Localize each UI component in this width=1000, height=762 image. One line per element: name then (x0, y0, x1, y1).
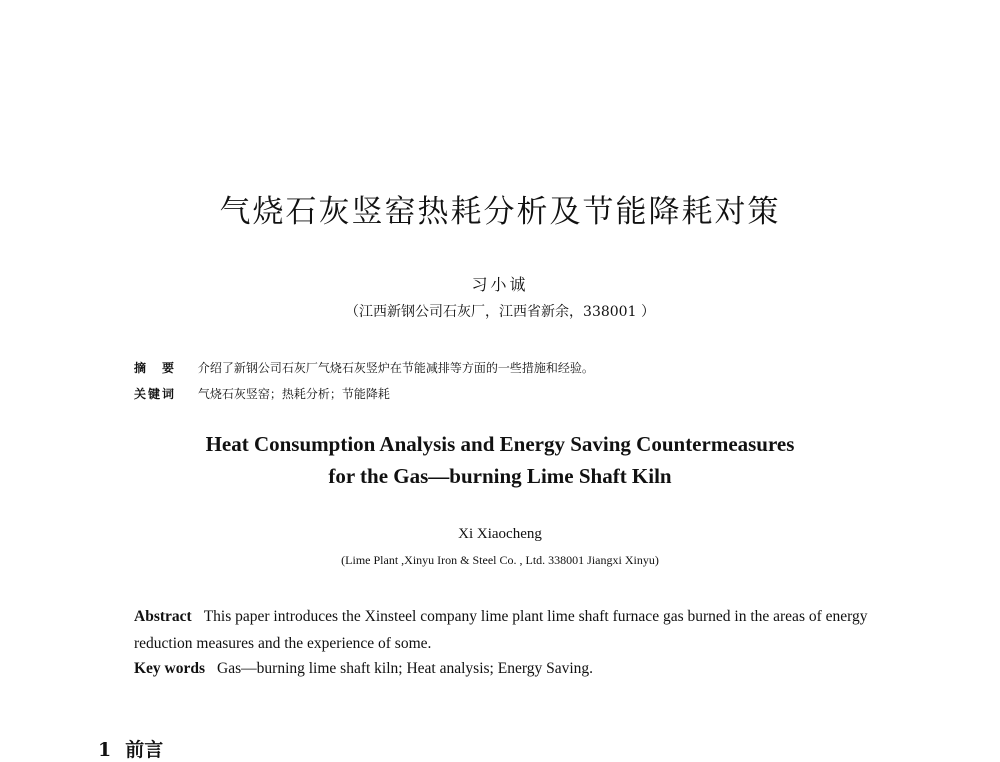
chinese-keywords-text: 气烧石灰竖窑；热耗分析；节能降耗 (197, 387, 390, 401)
chinese-abstract (134, 359, 594, 376)
english-keywords (134, 657, 894, 681)
english-keywords-label: Key words (134, 660, 206, 677)
english-abstract-label: Abstract (134, 608, 192, 625)
english-affiliation: (Lime Plant ,Xinyu Iron & Steel Co. , Ltd. 338001 Jiangxi Xinyu) (341, 553, 659, 567)
english-title-line-1: Heat Consumption Analysis and Energy Saving Countermeasures (205, 432, 795, 456)
chinese-affiliation: （江西新钢公司石灰厂，江西省新余，338001 ） (345, 304, 655, 320)
english-abstract (134, 603, 894, 657)
chinese-keywords (134, 385, 390, 402)
chinese-abstract-label: 摘 要 (134, 361, 177, 375)
english-abstract-text: This paper introduces the Xinsteel company lime plant lime shaft furnace gas burned in the areas of energy reduction measures and the experience of some. (134, 608, 868, 652)
english-author: Xi Xiaocheng (458, 526, 542, 542)
english-title-line-2: for the Gas—burning Lime Shaft Kiln (328, 464, 672, 488)
chinese-keywords-label: 关键词 (134, 387, 177, 401)
chinese-author: 习小诚 (471, 275, 529, 294)
section-title: 前言 (125, 739, 164, 761)
section-number: 1 (98, 739, 112, 761)
chinese-title: 气烧石灰竖窑热耗分析及节能降耗对策 (219, 194, 781, 230)
english-keywords-text: Gas—burning lime shaft kiln; Heat analysis; Energy Saving. (217, 660, 594, 677)
section-heading (98, 735, 163, 762)
chinese-abstract-text: 介绍了新钢公司石灰厂气烧石灰竖炉在节能减排等方面的一些措施和经验。 (197, 361, 594, 375)
